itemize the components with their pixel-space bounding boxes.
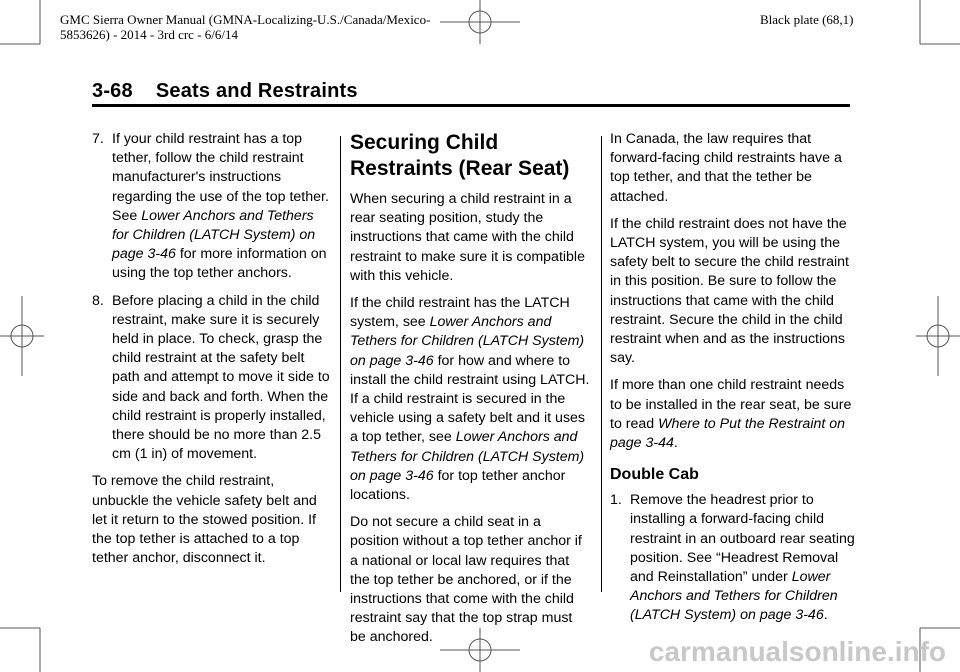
paragraph-latch: If the child restraint has the LATCH system, see Lower Anchors and Tethers for Children (LATCH System) on page 3-46 for how and where to install the child restraint using LATCH. If a child restraint is secured in the vehicle using a safety belt and it uses a top tether, see Lower Anchors and Tethers for Children (LATCH System) on page 3-46 for top tether anchor locations. (350, 295, 590, 504)
paragraph: If the child restraint does not have the LATCH system, you will be using the safety belt to secure the child restraint in this position. Be sure to follow the instructions that came with the child restraint. Secure the child in the child restraint when and as the instructions say. (610, 215, 849, 367)
paragraph: To remove the child restraint, unbuckle the vehicle safety belt and let it return to the stowed position. If the top tether is attached to a top tether anchor, disconnect it. (92, 473, 317, 567)
cross-reference-link[interactable]: Lower Anchors and Tethers for Children (LATCH System) on page 3-46 (630, 569, 838, 624)
paragraph-where-to-put: If more than one child restraint needs to be installed in the rear seat, be sure to read Where to Put the Restraint on page 3-44. (610, 377, 852, 452)
column-3 (610, 130, 855, 634)
cross-reference-link[interactable]: Lower Anchors and Tethers for Children (LATCH System) on page 3-46 (350, 429, 585, 484)
list-text: Before placing a child in the child restraint, make sure it is securely held in place. To check, grasp the child restraint at the safety belt path and attempt to move it side to side and back and forth. When the child restraint is properly installed, there should be no more than 2.5 cm (1 in) of movement. (112, 292, 330, 463)
list-text-cont: for more information on using the top tether anchors. (112, 246, 327, 282)
watermark: carmanualsonline.info (648, 636, 946, 667)
column-divider-2 (601, 136, 602, 592)
subsection-heading: Securing Child Restraints (Rear Seat) (350, 131, 570, 180)
subheading-double-cab: Double Cab (610, 466, 699, 484)
list-text: If your child restraint has a top tether, follow the child restraint manufacturer's instructions regarding the use of the top tether. See (112, 131, 329, 224)
paragraph: Do not secure a child seat in a position without a top tether anchor if a national or local law requires that the top tether be anchored, or if the instructions that come with the child restraint say that the top strap must be anchored. (350, 514, 582, 646)
paragraph: In Canada, the law requires that forward-facing child restraints have a top tether, and that the tether be attached. (610, 131, 842, 205)
section-rule (92, 104, 850, 107)
list-item-7 (92, 130, 332, 284)
cross-reference-link[interactable]: Lower Anchors and Tethers for Children (LATCH System) on page 3-46 (112, 207, 316, 263)
list-item-1: 1. Remove the headrest prior to installing a forward-facing child restraint in an outboard rear seating position. See “Headrest Removal and Reinstallation” under Lower Anchors and Tethers for Children (LATCH System) on page 3-46. (610, 492, 855, 624)
print-header-manual-title (60, 12, 430, 42)
column-2 (350, 130, 590, 656)
column-1 (92, 130, 332, 576)
manual-title-line1: GMC Sierra Owner Manual (GMNA-Localizing-U.S./Canada/Mexico- (60, 12, 431, 27)
list-number: 7. (92, 131, 104, 147)
paragraph: When securing a child restraint in a rear seating position, study the instructions that came with the child restraint to make sure it is compatible with this vehicle. (350, 191, 585, 284)
section-title: 3-68 Seats and Restraints (92, 80, 358, 102)
cross-reference-link[interactable]: Where to Put the Restraint on page 3-44 (610, 415, 846, 452)
cross-reference-link[interactable]: Lower Anchors and Tethers for Children (LATCH System) on page 3-46 (350, 314, 585, 369)
list-number: 1. (610, 492, 622, 509)
list-item-8 (92, 292, 332, 465)
print-header-plate: Black plate (68,1) (760, 12, 854, 27)
column-divider-1 (340, 136, 341, 592)
manual-title-line2: 5853626) - 2014 - 3rd crc - 6/6/14 (60, 27, 238, 42)
list-number: 8. (92, 292, 104, 309)
